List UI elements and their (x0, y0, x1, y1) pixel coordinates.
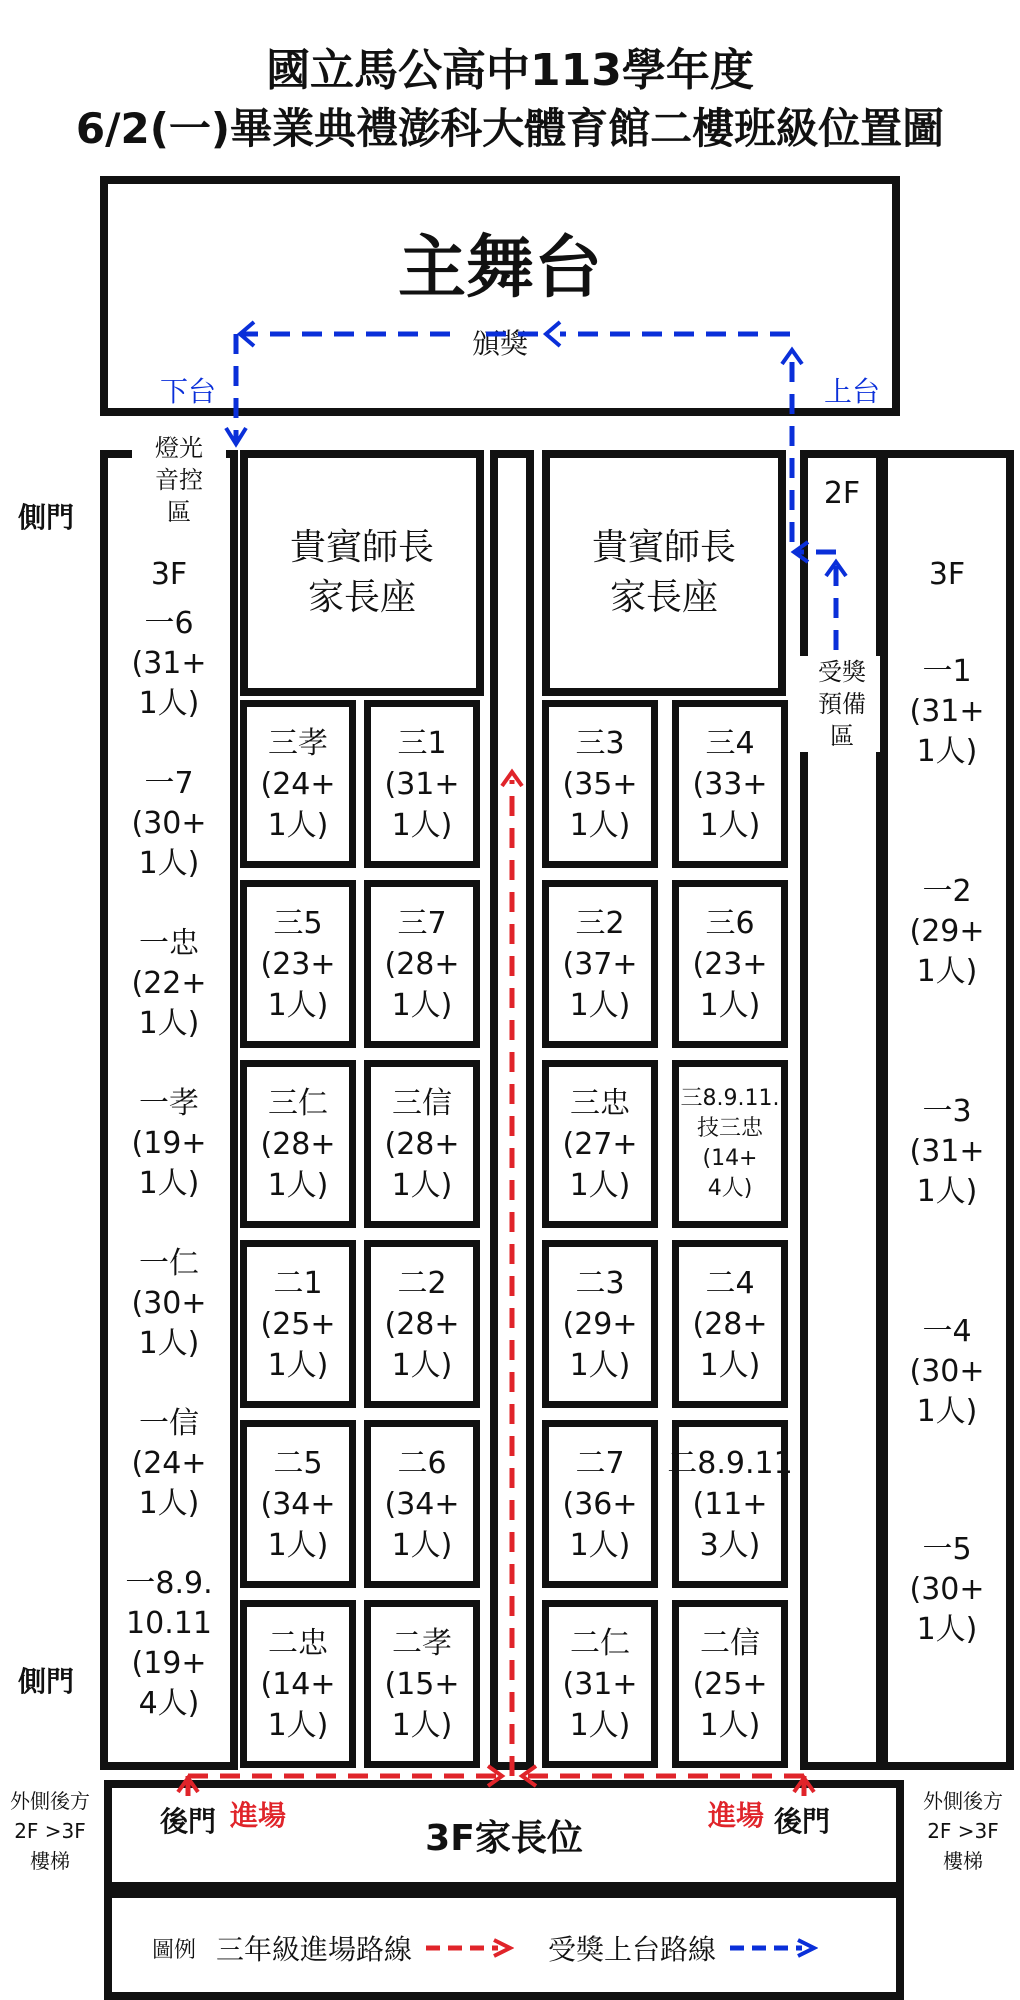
text-line: 1人) (569, 1707, 631, 1743)
legend-row (152, 1928, 818, 1968)
text-line: (34+ (384, 1486, 460, 1522)
blue-arrow-icon (728, 1938, 818, 1958)
text-line: 三1 (397, 725, 447, 761)
text-line: (28+ (384, 946, 460, 982)
text-line: (15+ (384, 1666, 460, 1702)
text-line: (28+ (384, 1306, 460, 1342)
class-seat-block (240, 1420, 356, 1588)
text-line: (31+ (909, 694, 985, 729)
text-line: 1人) (138, 846, 200, 881)
title-line-1: 國立馬公高中113學年度 (266, 45, 754, 96)
outer-left-line-2: 2F >3F (14, 1819, 86, 1843)
text-line: 一5 (922, 1532, 972, 1567)
text-line: 1人) (569, 1527, 631, 1563)
class-seat-block (542, 1240, 658, 1408)
text-line: (28+ (692, 1306, 768, 1342)
text-line: 三忠 (570, 1085, 630, 1121)
class-seat-block (364, 1420, 480, 1588)
text-line: 1人) (391, 1167, 453, 1203)
text-line: 一孝 (139, 1086, 199, 1121)
text-line: (31+ (909, 1134, 985, 1169)
main-stage-label: 主舞台 (397, 229, 602, 308)
text-line: 1人) (391, 1347, 453, 1383)
class-seat-block (542, 700, 658, 868)
class-seat-block (542, 1420, 658, 1588)
text-line: 三3 (575, 725, 625, 761)
legend-senior-route: 三年級進場路線 (216, 1933, 413, 1966)
text-line: (31+ (131, 646, 207, 681)
right-class-entry (884, 1530, 1010, 1650)
text-line: 1人) (916, 1174, 978, 1209)
text-line: 一7 (144, 766, 194, 801)
class-seat-block (364, 1060, 480, 1228)
text-line: (36+ (562, 1486, 638, 1522)
text-line: (27+ (562, 1126, 638, 1162)
legend-award-route: 受獎上台路線 (548, 1933, 717, 1966)
text-line: 技三忠 (696, 1116, 763, 1141)
class-seat-block (240, 700, 356, 868)
text-line: 一3 (922, 1094, 972, 1129)
outer-right-line-3: 樓梯 (943, 1849, 983, 1873)
text-line: 1人) (916, 1394, 978, 1429)
text-line: 一8.9. (125, 1566, 213, 1601)
text-line: 二6 (397, 1445, 447, 1481)
text-line: 1人) (391, 1527, 453, 1563)
text-line: (30+ (909, 1572, 985, 1607)
text-line: (30+ (131, 1286, 207, 1321)
lighting-label-1: 燈光 (155, 434, 203, 462)
text-line: 三7 (397, 905, 447, 941)
class-seat-block (240, 1060, 356, 1228)
text-line: 1人) (916, 1612, 978, 1647)
left-class-entry (108, 1564, 230, 1724)
lighting-label-2: 音控 (155, 466, 203, 494)
text-line: 一信 (139, 1406, 199, 1441)
text-line: (28+ (260, 1126, 336, 1162)
back-door-right: 後門 (774, 1805, 831, 1838)
right-floor-label: 3F (928, 557, 966, 592)
outer-right-line-1: 外側後方 (923, 1789, 1003, 1813)
text-line: 三5 (273, 905, 323, 941)
main-stage (100, 176, 900, 416)
text-line: 1人) (138, 1486, 200, 1521)
text-line: 1人) (569, 987, 631, 1023)
back-door-left: 後門 (160, 1805, 217, 1838)
text-line: 1人) (267, 1347, 329, 1383)
text-line: 二孝 (392, 1625, 452, 1661)
class-seat-block (364, 700, 480, 868)
vip-right-line-1: 貴賓師長 (591, 527, 736, 568)
text-line: 1人) (699, 1707, 761, 1743)
class-seat-block (240, 1600, 356, 1768)
text-line: (29+ (909, 914, 985, 949)
text-line: 一忠 (139, 926, 199, 961)
text-line: 1人) (569, 1347, 631, 1383)
text-line: (24+ (260, 766, 336, 802)
enter-label-left: 進場 (230, 1799, 287, 1832)
title-line-2: 6/2(一)畢業典禮澎科大體育館二樓班級位置圖 (75, 104, 945, 153)
text-line: 1人) (916, 734, 978, 769)
text-line: (24+ (131, 1446, 207, 1481)
text-line: (25+ (692, 1666, 768, 1702)
prep-label-3: 區 (830, 722, 854, 750)
stage-up-label: 上台 (823, 375, 880, 408)
text-line: 1人) (699, 807, 761, 843)
award-label: 頒獎 (471, 327, 528, 360)
text-line: 3人) (699, 1527, 761, 1563)
class-seat-block (364, 880, 480, 1048)
class-seat-block (672, 1600, 788, 1768)
stage-down-label: 下台 (160, 375, 217, 408)
class-seat-block (364, 1600, 480, 1768)
text-line: (34+ (260, 1486, 336, 1522)
text-line: 1人) (267, 987, 329, 1023)
vip-left-line-2: 家長座 (307, 577, 416, 618)
award-prep-column (800, 450, 884, 1770)
text-line: (31+ (562, 1666, 638, 1702)
text-line: 一6 (144, 606, 194, 641)
text-line: 1人) (267, 1167, 329, 1203)
text-line: (30+ (131, 806, 207, 841)
class-seat-block (667, 1420, 793, 1588)
text-line: 4人) (138, 1686, 200, 1721)
text-line: (23+ (260, 946, 336, 982)
text-line: 1人) (267, 807, 329, 843)
vip-left-line-1: 貴賓師長 (289, 527, 434, 568)
text-line: 三信 (392, 1085, 452, 1121)
text-line: (30+ (909, 1354, 985, 1389)
parent-seat-label: 3F家長位 (425, 1817, 583, 1859)
text-line: 二信 (700, 1625, 760, 1661)
left-class-entry (108, 764, 230, 884)
text-line: 1人) (569, 1167, 631, 1203)
text-line: (14+ (702, 1146, 758, 1171)
vip-block-left (240, 450, 484, 696)
side-door-bottom: 側門 (18, 1665, 75, 1698)
vip-block-right (542, 450, 786, 696)
text-line: 1人) (138, 1326, 200, 1361)
text-line: 10.11 (126, 1606, 212, 1641)
lighting-sound-area (132, 432, 226, 528)
class-seat-block (672, 1060, 788, 1228)
left-floor-label: 3F (150, 557, 188, 592)
side-door-top: 側門 (18, 501, 75, 534)
text-line: 二4 (705, 1265, 755, 1301)
prep-area-label (800, 656, 884, 752)
outer-left-line-1: 外側後方 (10, 1789, 90, 1813)
prep-label-2: 預備 (818, 690, 866, 718)
text-line: 三6 (705, 905, 755, 941)
text-line: 三2 (575, 905, 625, 941)
text-line: (35+ (562, 766, 638, 802)
prep-label-1: 受獎 (818, 658, 866, 686)
text-line: 1人) (391, 987, 453, 1023)
right-class-entry (884, 1312, 1010, 1432)
class-seat-block (542, 1060, 658, 1228)
right-class-entry (884, 652, 1010, 772)
text-line: (19+ (131, 1646, 207, 1681)
text-line: 1人) (267, 1527, 329, 1563)
text-line: 1人) (138, 1166, 200, 1201)
text-line: 三孝 (268, 725, 328, 761)
text-line: 三4 (705, 725, 755, 761)
class-seat-block (364, 1240, 480, 1408)
text-line: (31+ (384, 766, 460, 802)
text-line: (22+ (131, 966, 207, 1001)
text-line: 二7 (575, 1445, 625, 1481)
left-class-entry (108, 924, 230, 1044)
red-arrow-icon (424, 1938, 514, 1958)
lighting-label-3: 區 (167, 498, 191, 526)
right-class-entry (884, 872, 1010, 992)
center-aisle (490, 450, 534, 1770)
text-line: 二8.9.11 (667, 1445, 793, 1481)
outer-stairs-left (0, 1786, 100, 1876)
left-class-entry (108, 604, 230, 724)
enter-label-right: 進場 (708, 1799, 765, 1832)
text-line: 一2 (922, 874, 972, 909)
text-line: 三8.9.11. (680, 1086, 780, 1111)
text-line: 二仁 (570, 1625, 630, 1661)
legend-box (104, 1890, 904, 2000)
text-line: 1人) (391, 807, 453, 843)
legend-label: 圖例 (152, 1937, 197, 1963)
class-seat-block (542, 1600, 658, 1768)
text-line: (23+ (692, 946, 768, 982)
text-line: (19+ (131, 1126, 207, 1161)
text-line: 一4 (922, 1314, 972, 1349)
text-line: 二2 (397, 1265, 447, 1301)
class-seat-block (672, 880, 788, 1048)
left-class-entry (108, 1244, 230, 1364)
text-line: 二5 (273, 1445, 323, 1481)
right-class-entry (884, 1092, 1010, 1212)
text-line: 1人) (391, 1707, 453, 1743)
text-line: 1人) (916, 954, 978, 989)
prep-floor-label: 2F (823, 476, 861, 511)
text-line: 二3 (575, 1265, 625, 1301)
text-line: (28+ (384, 1126, 460, 1162)
text-line: 1人) (699, 1347, 761, 1383)
class-seat-block (672, 1240, 788, 1408)
class-seat-block (240, 880, 356, 1048)
text-line: (11+ (692, 1486, 768, 1522)
text-line: 二1 (273, 1265, 323, 1301)
text-line: 1人) (699, 987, 761, 1023)
class-seat-block (542, 880, 658, 1048)
text-line: 1人) (267, 1707, 329, 1743)
outer-right-line-2: 2F >3F (927, 1819, 999, 1843)
text-line: 一1 (922, 654, 972, 689)
text-line: 1人) (138, 686, 200, 721)
text-line: 1人) (138, 1006, 200, 1041)
text-line: (33+ (692, 766, 768, 802)
text-line: (14+ (260, 1666, 336, 1702)
text-line: (25+ (260, 1306, 336, 1342)
text-line: (37+ (562, 946, 638, 982)
left-class-entry (108, 1084, 230, 1204)
outer-left-line-3: 樓梯 (30, 1849, 70, 1873)
class-seat-block (672, 700, 788, 868)
text-line: 二忠 (268, 1625, 328, 1661)
outer-stairs-right (910, 1786, 1016, 1876)
left-class-entry (108, 1404, 230, 1524)
class-seat-block (240, 1240, 356, 1408)
text-line: 一仁 (139, 1246, 199, 1281)
vip-right-line-2: 家長座 (609, 577, 718, 618)
text-line: (29+ (562, 1306, 638, 1342)
text-line: 4人) (707, 1176, 753, 1201)
text-line: 1人) (569, 807, 631, 843)
text-line: 三仁 (268, 1085, 328, 1121)
